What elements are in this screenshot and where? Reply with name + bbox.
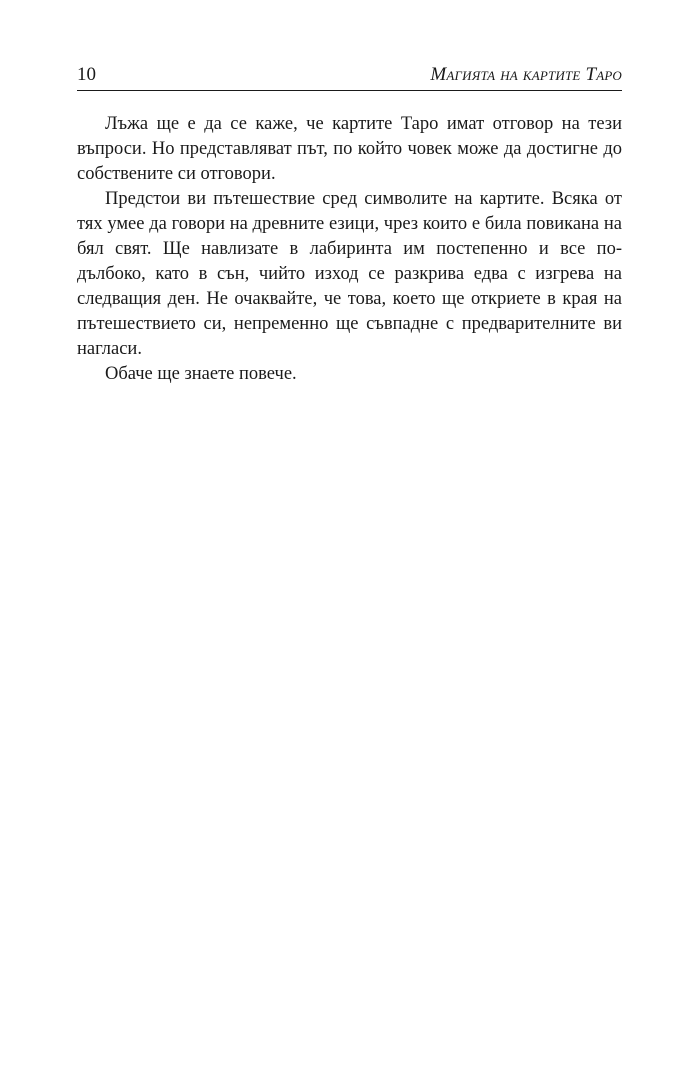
body-text bbox=[77, 112, 622, 387]
paragraph: Лъжа ще е да се каже, че картите Таро имат отговор на тези въпроси. Но представляват път, по който човек може да достигне до собствените си отговори. bbox=[77, 114, 622, 184]
paragraph: Предстои ви пътешествие сред символите на картите. Всяка от тях умее да говори на древните езици, чрез които е била повикана на бял свят. Ще навлизате в лабиринта им постепенно и все по-дълбоко, като в сън, чийто изход се разкрива едва с изгрева на следващия ден. Не очаквайте, че това, което ще откриете в края на пътешествието си, непременно ще съвпадне с предварителните ви нагласи. bbox=[77, 189, 622, 359]
paragraph: Обаче ще знаете повече. bbox=[105, 364, 297, 384]
page-number: 10 bbox=[77, 64, 96, 85]
book-title: Магията на картите Таро bbox=[430, 64, 622, 85]
running-header bbox=[77, 60, 622, 91]
